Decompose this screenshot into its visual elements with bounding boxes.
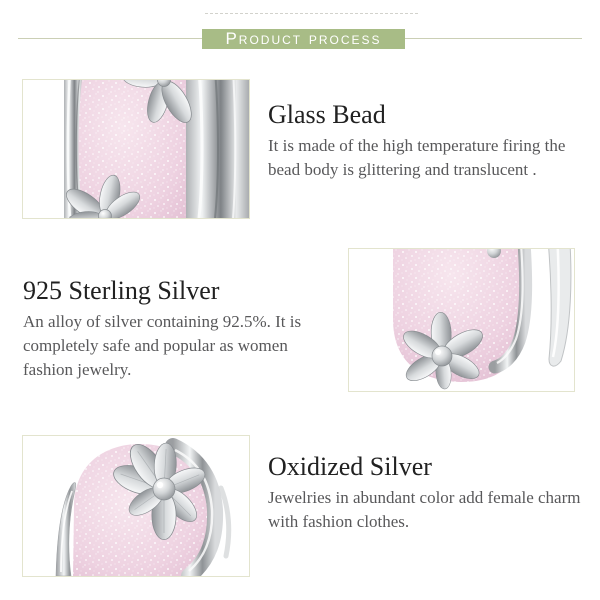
section-title: 925 Sterling Silver [23,276,220,305]
section-body: An alloy of silver containing 92.5%. It is completely safe and popular as women fashion jewelry. [23,312,302,379]
bead-photo-closeup [23,80,249,218]
photo-frame-oxidized-silver [22,435,250,577]
section-title: Glass Bead [268,100,386,129]
photo-frame-glass-bead [22,79,250,219]
photo-frame-sterling-silver [348,248,575,392]
section-sterling-silver [23,276,341,382]
banner-label: Product process [225,29,382,48]
product-process-banner [202,29,405,49]
top-dashed-divider [205,13,418,14]
section-oxidized-silver [268,452,586,534]
section-body: Jewelries in abundant color add female charm with fashion clothes. [268,488,581,531]
section-body: It is made of the high temperature firing the bead body is glittering and translucent . [268,136,566,179]
section-glass-bead [268,100,586,182]
bead-photo-top [23,436,249,576]
section-title: Oxidized Silver [268,452,432,481]
bead-photo-bottom [349,249,574,391]
